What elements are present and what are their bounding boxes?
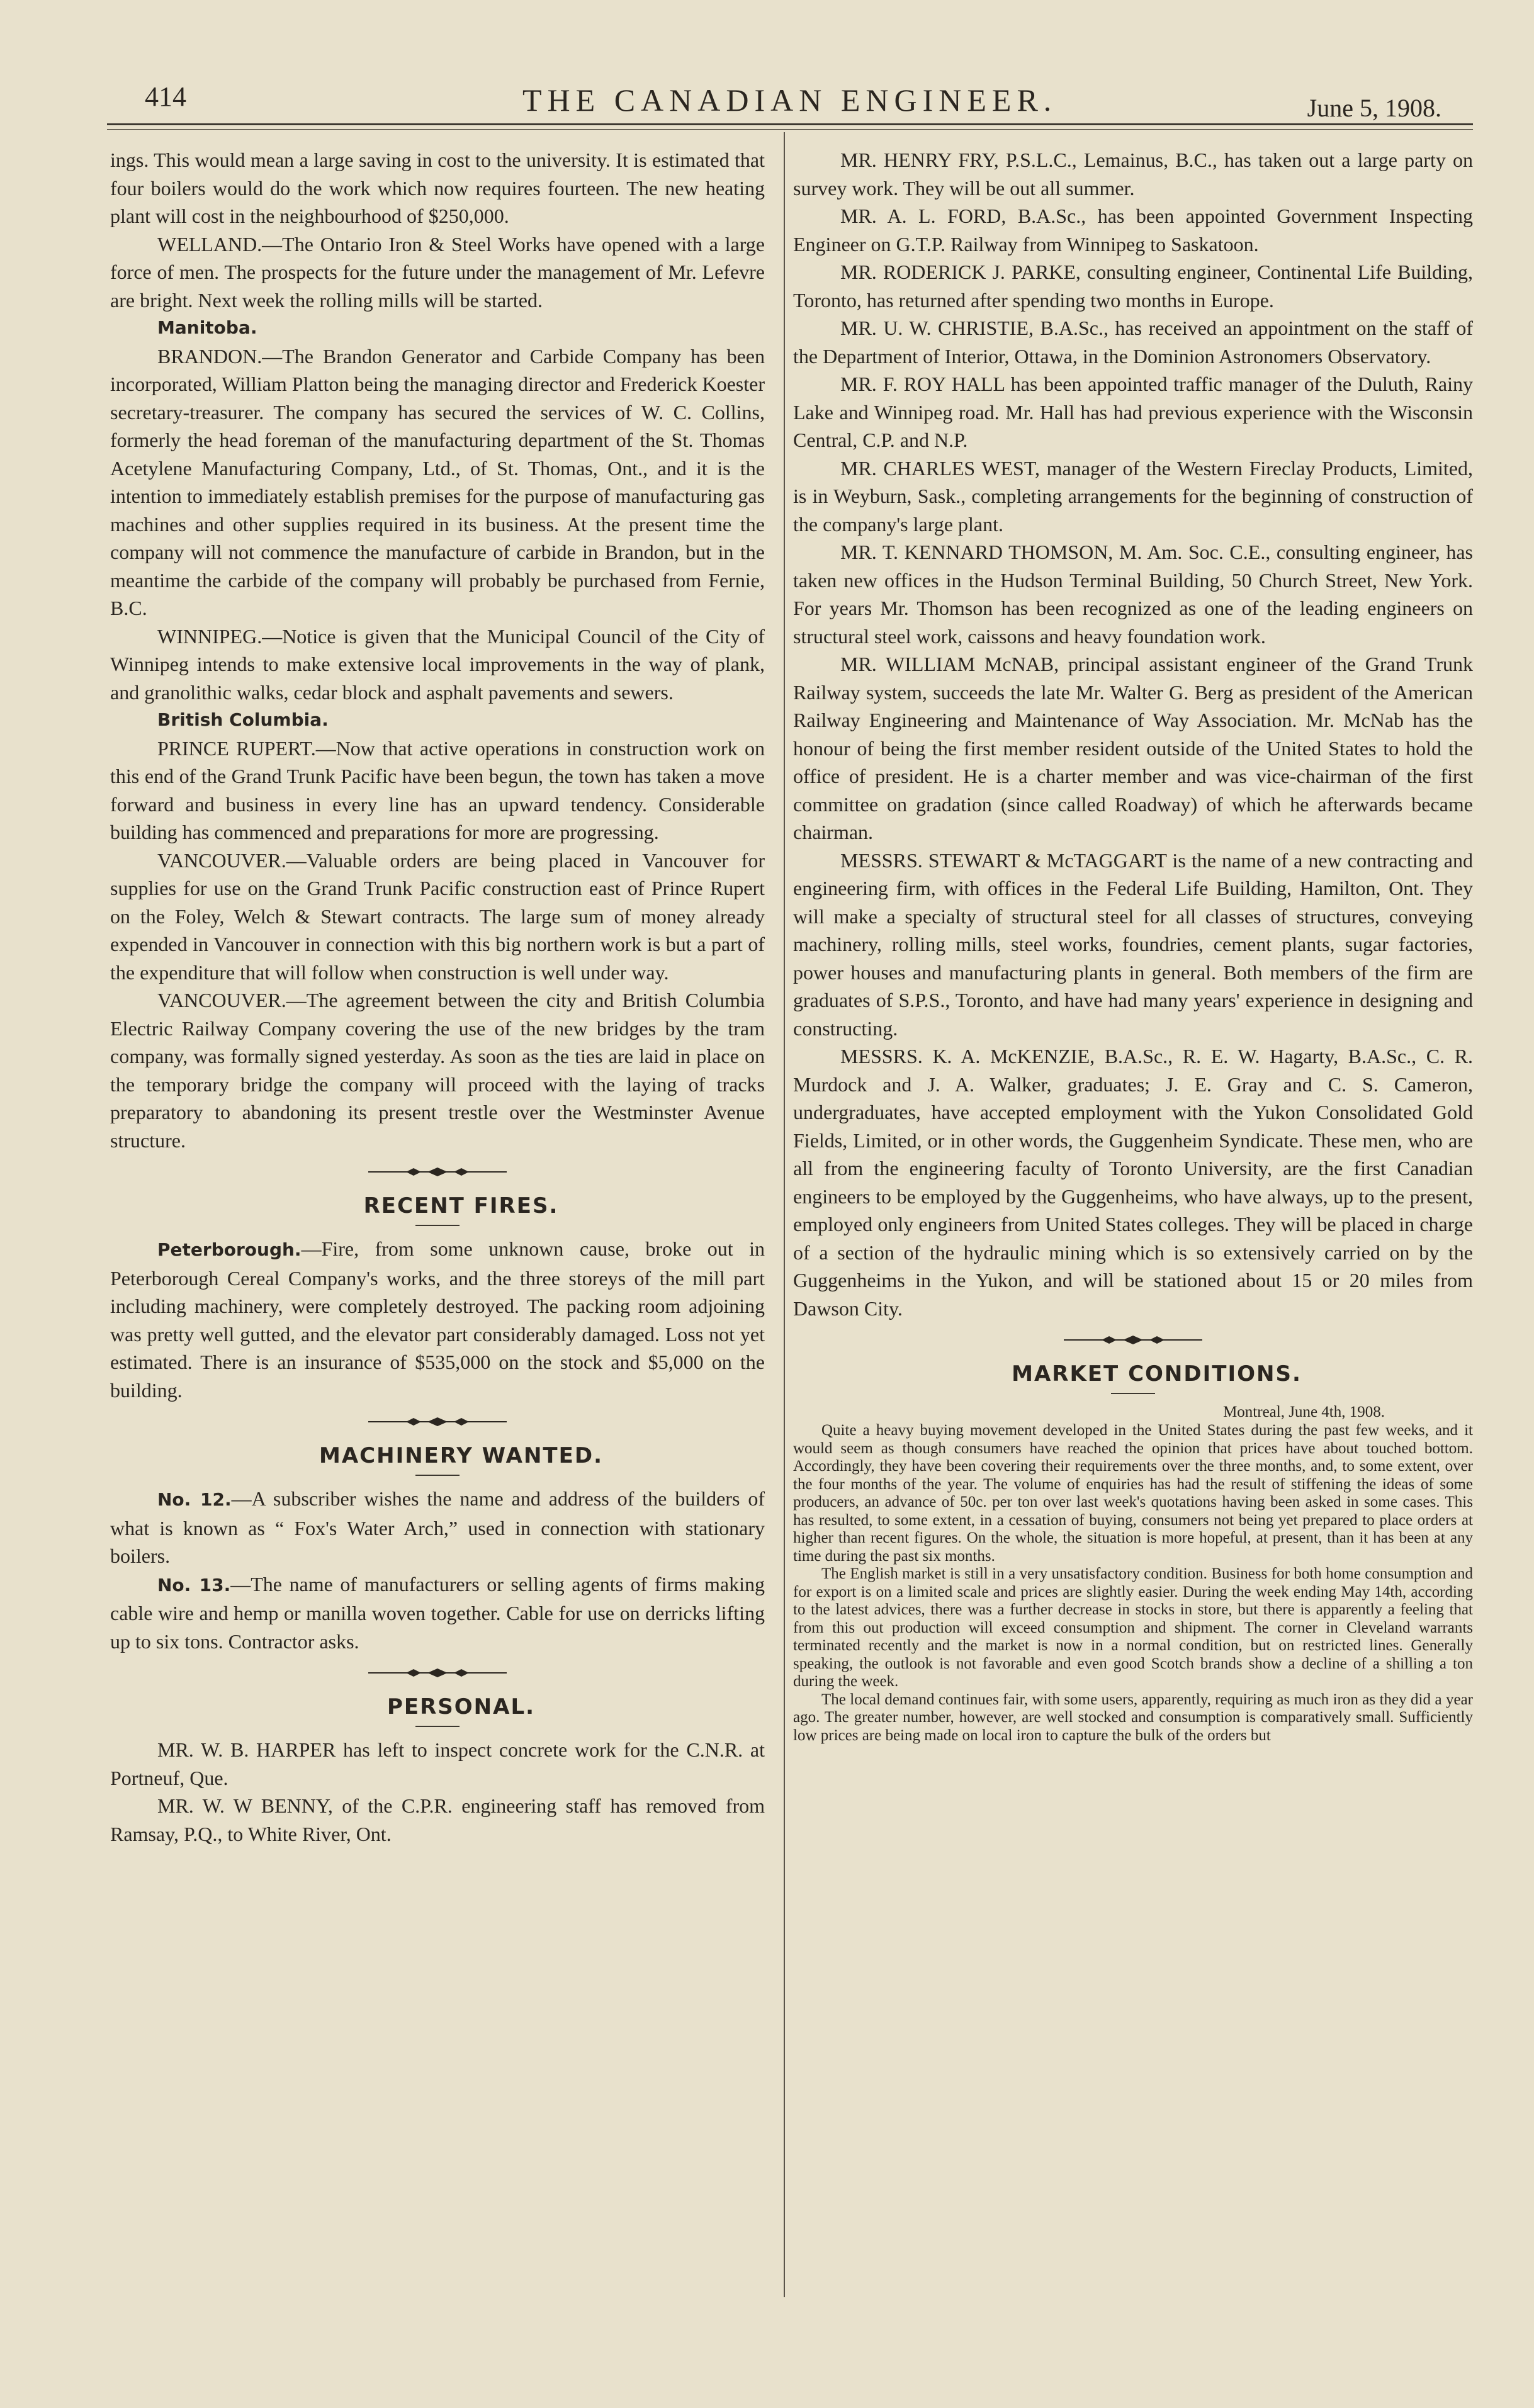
paragraph-personal-benny: MR. W. W BENNY, of the C.P.R. engineering staff has removed from Ramsay, P.Q., to White River, Ont. — [110, 1794, 765, 1845]
market-paragraph-local: The local demand continues fair, with some users, apparently, requiring as much iron as they did a year ago. The greater number, however, are well stocked and consumption is comparatively small. Sufficiently low prices are being made on local iron to capture the bulk of the orders but — [793, 1691, 1473, 1744]
paragraph-parke: MR. RODERICK J. PARKE, consulting engineer, Continental Life Building, Toronto, has returned after spending two months in Europe. — [793, 261, 1473, 312]
title-underline — [415, 1726, 460, 1727]
runin-no12: No. 12. — [157, 1489, 232, 1510]
market-paragraph-us: Quite a heavy buying movement developed in the United States during the past few weeks, and it would seem as though consumers have reached the opinion that prices have about touched bottom. Accordingly, they have been covering their requirements over the three months, and, to some extent, over the four months of the year. The volume of enquiries has had the result of stiffening the ideas of some producers, an advance of 50c. per ton over last week's quotations having been asked in some cases. This has resulted, to some extent, in a cessation of buying, consumers not being yet prepared to place orders at higher than recent figures. On the whole, the situation is more hopeful, at present, than it has been at any time during the past six months. — [793, 1422, 1473, 1565]
paragraph-ford: MR. A. L. FORD, B.A.Sc., has been appointed Government Inspecting Engineer on G.T.P. Railway from Winnipeg to Saskatoon. — [793, 205, 1473, 256]
paragraph-welland: WELLAND.—The Ontario Iron & Steel Works have opened with a large force of men. The prospects for the future under the management of Mr. Lefevre are bright. Next week the rolling mills will be started. — [110, 232, 765, 312]
column-divider — [784, 132, 785, 2297]
paragraph-west: MR. CHARLES WEST, manager of the Western Fireclay Products, Limited, is in Weyburn, Sask., completing arrangements for the beginning of construction of the company's large plant. — [793, 456, 1473, 536]
right-column — [793, 146, 1473, 1745]
no12-text: —A subscriber wishes the name and address of the builders of what is known as “ Fox's Water Arch,” used in connection with stationary boilers. — [110, 1487, 765, 1567]
section-title-machinery-wanted: MACHINERY WANTED. — [319, 1443, 603, 1468]
market-paragraph-english: The English market is still in a very unsatisfactory condition. Business for both home consumption and for export is on a limited scale and prices are slightly easier. During the week ending May 14th, according to the latest advices, there was a further decrease in stocks in store, but there is apparently a feeling that from this out production will exceed consumption and shipment. The corner in Cleveland warrants terminated recently and the market is now in a normal condition, but on restricted lines. Generally speaking, the outlook is not favorable and even good Scotch brands show a decline of a shilling a ton during the week. — [793, 1565, 1473, 1690]
ornament-divider — [793, 1322, 1473, 1358]
paragraph-peterborough-fire — [110, 1235, 765, 1404]
left-column — [110, 146, 765, 1848]
paragraph-no13 — [110, 1570, 765, 1656]
paragraph: ings. This would mean a large saving in cost to the university. It is estimated that four boilers would do the work which now requires fourteen. The new heating plant will cost in the neighbourhood of $250,000. — [110, 149, 765, 227]
header-rule-thin — [107, 129, 1473, 130]
paragraph-mckenzie: MESSRS. K. A. McKENZIE, B.A.Sc., R. E. W. Hagarty, B.A.Sc., C. R. Murdock and J. A. Walker, graduates; J. E. Gray and C. S. Cameron, undergraduates, have accepted employment with the Yukon Consolidated Gold Fields, Limited, or in other words, the Guggenheim Syndicate. These men, who are all from the engineering faculty of Toronto University, are the first Canadian engineers to be employed by the Guggenheims, who have always, up to the present, employed only engineers from United States colleges. They will be placed in charge of a section of the hydraulic mining which is so extensively carried on by the Guggenheims in the Yukon, and will be stationed about 15 or 20 miles from Dawson City. — [793, 1045, 1473, 1320]
paragraph-christie: MR. U. W. CHRISTIE, B.A.Sc., has received an appointment on the staff of the Department of Interior, Ottawa, in the Dominion Astronomers Observatory. — [793, 317, 1473, 368]
paragraph-personal-harper: MR. W. B. HARPER has left to inspect concrete work for the C.N.R. at Portneuf, Que. — [110, 1738, 765, 1789]
paragraph-prince-rupert: PRINCE RUPERT.—Now that active operations in construction work on this end of the Grand Trunk Pacific have been begun, the town has taken a move forward and business in every line has an upward tendency. Considerable building has commenced and preparations for more are progressing. — [110, 736, 765, 843]
paragraph-fry: MR. HENRY FRY, P.S.L.C., Lemainus, B.C., has taken out a large party on survey work. They will be out all summer. — [793, 149, 1473, 200]
header-rule — [107, 123, 1473, 125]
section-title-recent-fires: RECENT FIRES. — [363, 1193, 559, 1218]
runin-peterborough: Peterborough. — [157, 1239, 302, 1260]
section-title-personal: PERSONAL. — [386, 1694, 536, 1719]
paragraph-stewart-mctaggart: MESSRS. STEWART & McTAGGART is the name of a new contracting and engineering firm, with offices in the Federal Life Building, Hamilton, Ont. They will make a specialty of structural steel for all classes of structures, conveying machinery, rolling mills, steel works, foundries, cement plants, sugar factories, power houses and manufacturing plants in general. Both members of the firm are graduates of S.P.S., Toronto, and have had many years' experience in designing and constructing. — [793, 848, 1473, 1040]
title-underline — [415, 1225, 460, 1226]
market-dateline: Montreal, June 4th, 1908. — [1223, 1404, 1385, 1421]
subheading-manitoba: Manitoba. — [157, 317, 257, 338]
no13-text: —The name of manufacturers or selling agents of firms making cable wire and hemp or manilla woven together. Cable for use on derricks lifting up to six tons. Contractor asks. — [110, 1572, 765, 1653]
paragraph-brandon: BRANDON.—The Brandon Generator and Carbide Company has been incorporated, William Platton being the managing director and Frederick Koester secretary-treasurer. The company has secured the services of W. C. Collins, formerly the head foreman of the manufacturing department of the St. Thomas Acetylene Manufacturing Company, Ltd., of St. Thomas, Ont., and it is the intention to immediately establish premises for the purpose of manufacturing gas machines and other supplies required in its business. At the present time the company will not commence the manufacture of carbide in Brandon, but in the meantime the carbide of the company will probably be purchased from Fernie, B.C. — [110, 344, 765, 619]
paragraph-mcnab: MR. WILLIAM McNAB, principal assistant engineer of the Grand Trunk Railway system, succeeds the late Mr. Walter G. Berg as president of the American Railway Engineering and Maintenance of Way Association. Mr. McNab has the honour of being the first member resident outside of the United States to hold the office of president. He is a charter member and was vice-chairman of the first committee on gradation (since called Roadway) of which he afterwards became chairman. — [793, 653, 1473, 843]
title-underline — [415, 1475, 460, 1476]
journal-title: THE CANADIAN ENGINEER. — [522, 82, 1057, 118]
title-underline — [1111, 1393, 1155, 1394]
fire-text: —Fire, from some unknown cause, broke out in Peterborough Cereal Company's works, and the three storeys of the mill part including machinery, were completely destroyed. The packing room adjoining was pretty well gutted, and the elevator part considerably damaged. Loss not yet estimated. There is an insurance of $535,000 on the stock and $5,000 on the building. — [110, 1237, 765, 1402]
paragraph-no12 — [110, 1485, 765, 1570]
section-title-market-conditions: MARKET CONDITIONS. — [1012, 1361, 1302, 1387]
subheading-british-columbia: British Columbia. — [157, 709, 329, 730]
ornament-divider — [110, 1154, 765, 1190]
ornament-divider — [110, 1655, 765, 1691]
issue-date: June 5, 1908. — [1307, 94, 1441, 122]
runin-no13: No. 13. — [157, 1574, 231, 1595]
page-number: 414 — [145, 81, 186, 112]
page-header — [145, 76, 1441, 126]
paragraph-thomson: MR. T. KENNARD THOMSON, M. Am. Soc. C.E., consulting engineer, has taken new offices in the Hudson Terminal Building, 50 Church Street, New York. For years Mr. Thomson has been recognized as one of the leading engineers on structural steel work, caissons and heavy foundation work. — [793, 541, 1473, 648]
ornament-divider — [110, 1404, 765, 1439]
paragraph-vancouver-1: VANCOUVER.—Valuable orders are being placed in Vancouver for supplies for use on the Grand Trunk Pacific construction east of Prince Rupert on the Foley, Welch & Stewart contracts. The large sum of money already expended in Vancouver in connection with this big northern work is but a part of the expenditure that will follow when construction is well under way. — [110, 848, 765, 984]
paragraph-hall: MR. F. ROY HALL has been appointed traffic manager of the Duluth, Rainy Lake and Winnipeg road. Mr. Hall has had previous experience with the Wisconsin Central, C.P. and N.P. — [793, 373, 1473, 451]
paragraph-winnipeg: WINNIPEG.—Notice is given that the Municipal Council of the City of Winnipeg intends to make extensive local improvements in the way of plank, and granolithic walks, cedar block and asphalt pavements and sewers. — [110, 624, 765, 704]
paragraph-vancouver-2: VANCOUVER.—The agreement between the city and British Columbia Electric Railway Company covering the use of the new bridges by the tram company, was formally signed yesterday. As soon as the ties are laid in place on the temporary bridge the company will proceed with the laying of tracks preparatory to abandoning its present trestle over the Westminster Avenue structure. — [110, 989, 765, 1152]
